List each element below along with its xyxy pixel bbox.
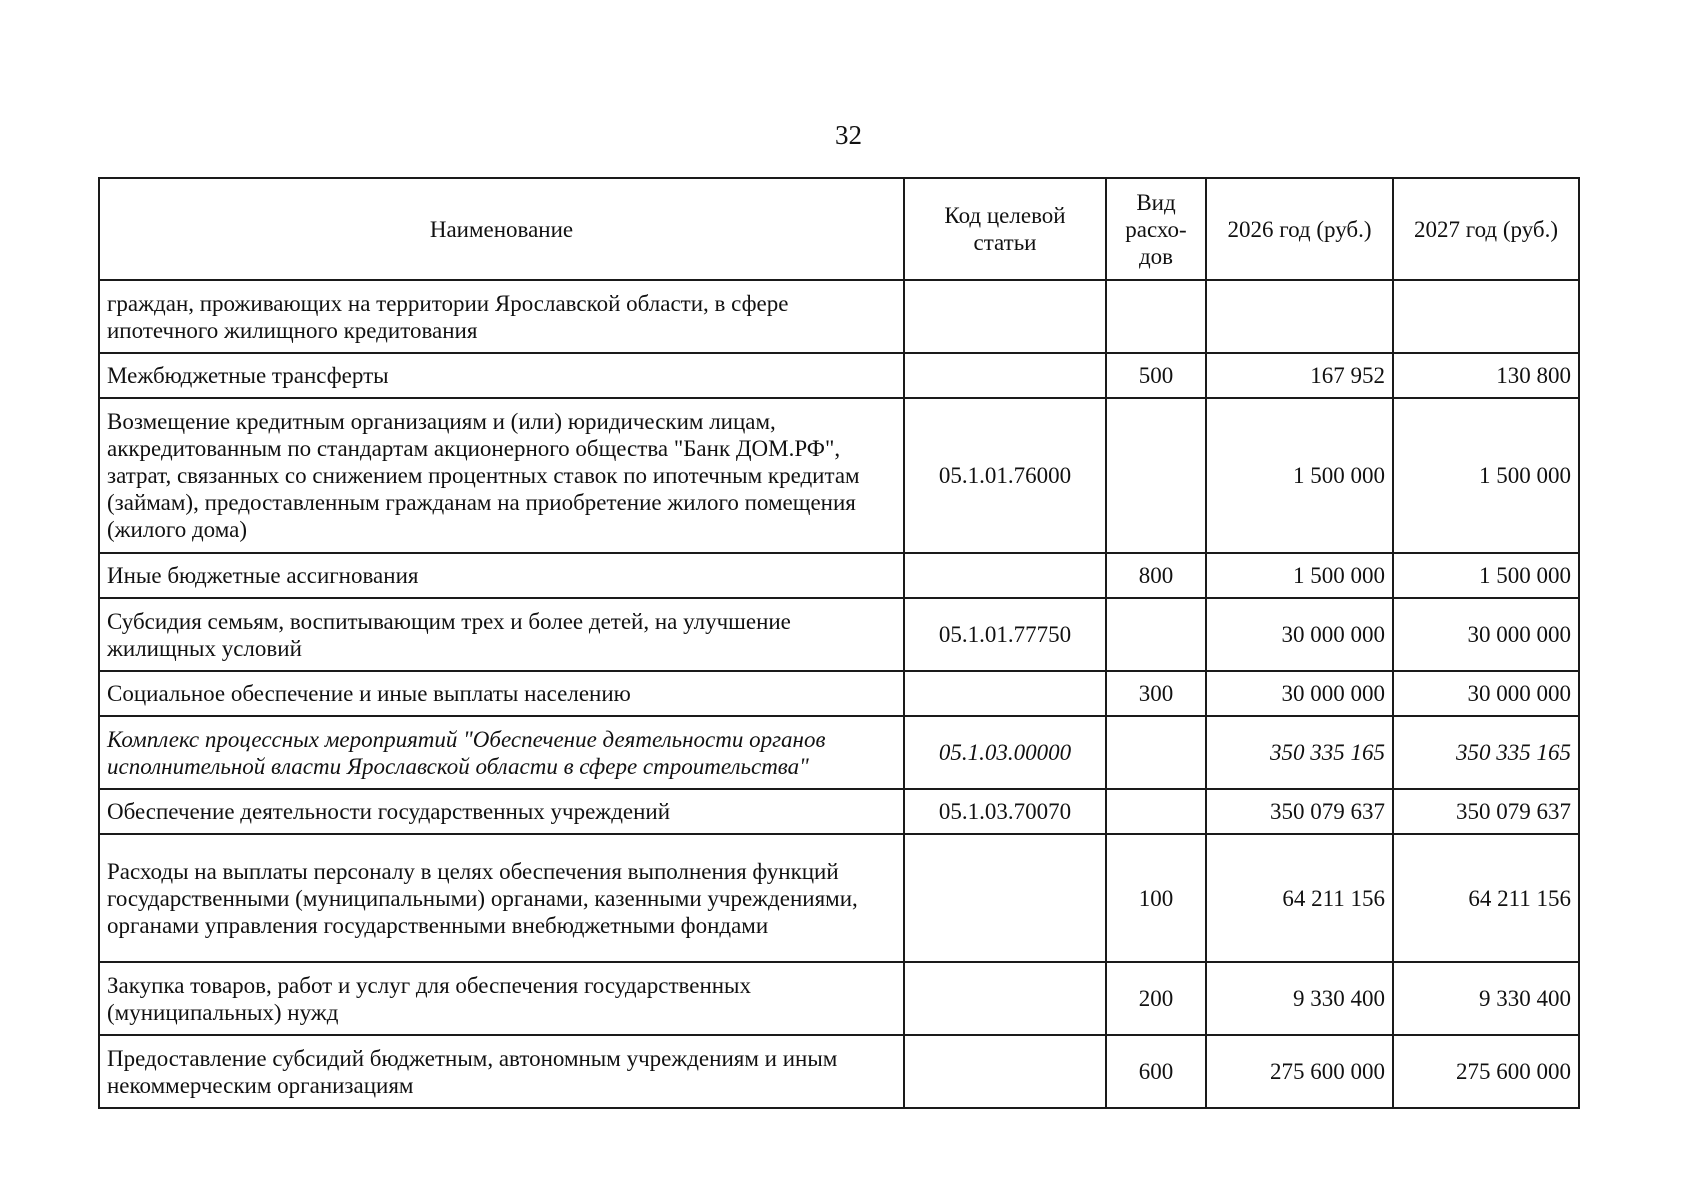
row-year-2027: 350 079 637 [1393, 789, 1579, 834]
header-code: Код целевой статьи [904, 178, 1106, 280]
row-year-2026: 1 500 000 [1206, 398, 1393, 553]
row-name: граждан, проживающих на территории Ярославской области, в сфере ипотечного жилищного кредитования [99, 280, 904, 353]
row-year-2026: 167 952 [1206, 353, 1393, 398]
row-code [904, 962, 1106, 1035]
row-name: Обеспечение деятельности государственных учреждений [99, 789, 904, 834]
row-name: Субсидия семьям, воспитывающим трех и более детей, на улучшение жилищных условий [99, 598, 904, 671]
row-kind: 300 [1106, 671, 1206, 716]
table-row [99, 834, 1579, 962]
row-year-2027: 1 500 000 [1393, 398, 1579, 553]
table-row [99, 789, 1579, 834]
row-year-2027: 30 000 000 [1393, 671, 1579, 716]
row-code [904, 280, 1106, 353]
table-row [99, 553, 1579, 598]
header-year-2027: 2027 год (руб.) [1393, 178, 1579, 280]
row-year-2027 [1393, 280, 1579, 353]
row-code: 05.1.01.76000 [904, 398, 1106, 553]
row-name: Расходы на выплаты персоналу в целях обеспечения выполнения функций государственными (муниципальными) органами, казенными учреждениями, органами управления государственными внебюджетными фондами [99, 834, 904, 962]
row-kind: 600 [1106, 1035, 1206, 1108]
page-number: 32 [835, 120, 862, 150]
row-kind: 200 [1106, 962, 1206, 1035]
table-row [99, 716, 1579, 789]
row-code: 05.1.03.70070 [904, 789, 1106, 834]
table-row [99, 962, 1579, 1035]
row-kind [1106, 598, 1206, 671]
row-year-2027: 64 211 156 [1393, 834, 1579, 962]
row-year-2026: 275 600 000 [1206, 1035, 1393, 1108]
row-kind [1106, 716, 1206, 789]
row-name: Межбюджетные трансферты [99, 353, 904, 398]
row-kind: 800 [1106, 553, 1206, 598]
header-year-2026: 2026 год (руб.) [1206, 178, 1393, 280]
row-year-2026: 1 500 000 [1206, 553, 1393, 598]
row-code [904, 671, 1106, 716]
row-name: Предоставление субсидий бюджетным, автономным учреждениям и иным некоммерческим организациям [99, 1035, 904, 1108]
row-code [904, 834, 1106, 962]
row-year-2026: 64 211 156 [1206, 834, 1393, 962]
row-kind [1106, 789, 1206, 834]
row-name: Социальное обеспечение и иные выплаты населению [99, 671, 904, 716]
row-year-2026: 30 000 000 [1206, 671, 1393, 716]
row-name: Возмещение кредитным организациям и (или) юридическим лицам, аккредитованным по стандартам акционерного общества "Банк ДОМ.РФ", затрат, связанных со снижением процентных ставок по ипотечным кредитам (займам), предоставленным гражданам на приобретение жилого помещения (жилого дома) [99, 398, 904, 553]
table-row [99, 353, 1579, 398]
row-code: 05.1.03.00000 [904, 716, 1106, 789]
row-kind [1106, 280, 1206, 353]
row-year-2027: 1 500 000 [1393, 553, 1579, 598]
row-year-2027: 275 600 000 [1393, 1035, 1579, 1108]
row-name: Комплекс процессных мероприятий "Обеспечение деятельности органов исполнительной власти Ярославской области в сфере строительства" [99, 716, 904, 789]
table-row [99, 398, 1579, 553]
row-year-2026: 350 079 637 [1206, 789, 1393, 834]
row-year-2026 [1206, 280, 1393, 353]
row-kind [1106, 398, 1206, 553]
row-code [904, 353, 1106, 398]
row-year-2026: 9 330 400 [1206, 962, 1393, 1035]
row-name: Закупка товаров, работ и услуг для обеспечения государственных (муниципальных) нужд [99, 962, 904, 1035]
row-code [904, 1035, 1106, 1108]
table-row [99, 598, 1579, 671]
table-row [99, 1035, 1579, 1108]
row-kind: 500 [1106, 353, 1206, 398]
row-name: Иные бюджетные ассигнования [99, 553, 904, 598]
row-code: 05.1.01.77750 [904, 598, 1106, 671]
row-year-2027: 9 330 400 [1393, 962, 1579, 1035]
row-year-2026: 350 335 165 [1206, 716, 1393, 789]
row-year-2026: 30 000 000 [1206, 598, 1393, 671]
table-row [99, 280, 1579, 353]
row-code [904, 553, 1106, 598]
header-kind: Вид расхо-дов [1106, 178, 1206, 280]
table-header-row [99, 178, 1579, 280]
row-year-2027: 30 000 000 [1393, 598, 1579, 671]
row-year-2027: 130 800 [1393, 353, 1579, 398]
row-kind: 100 [1106, 834, 1206, 962]
table-row [99, 671, 1579, 716]
row-year-2027: 350 335 165 [1393, 716, 1579, 789]
header-name: Наименование [99, 178, 904, 280]
budget-table [98, 177, 1580, 1109]
